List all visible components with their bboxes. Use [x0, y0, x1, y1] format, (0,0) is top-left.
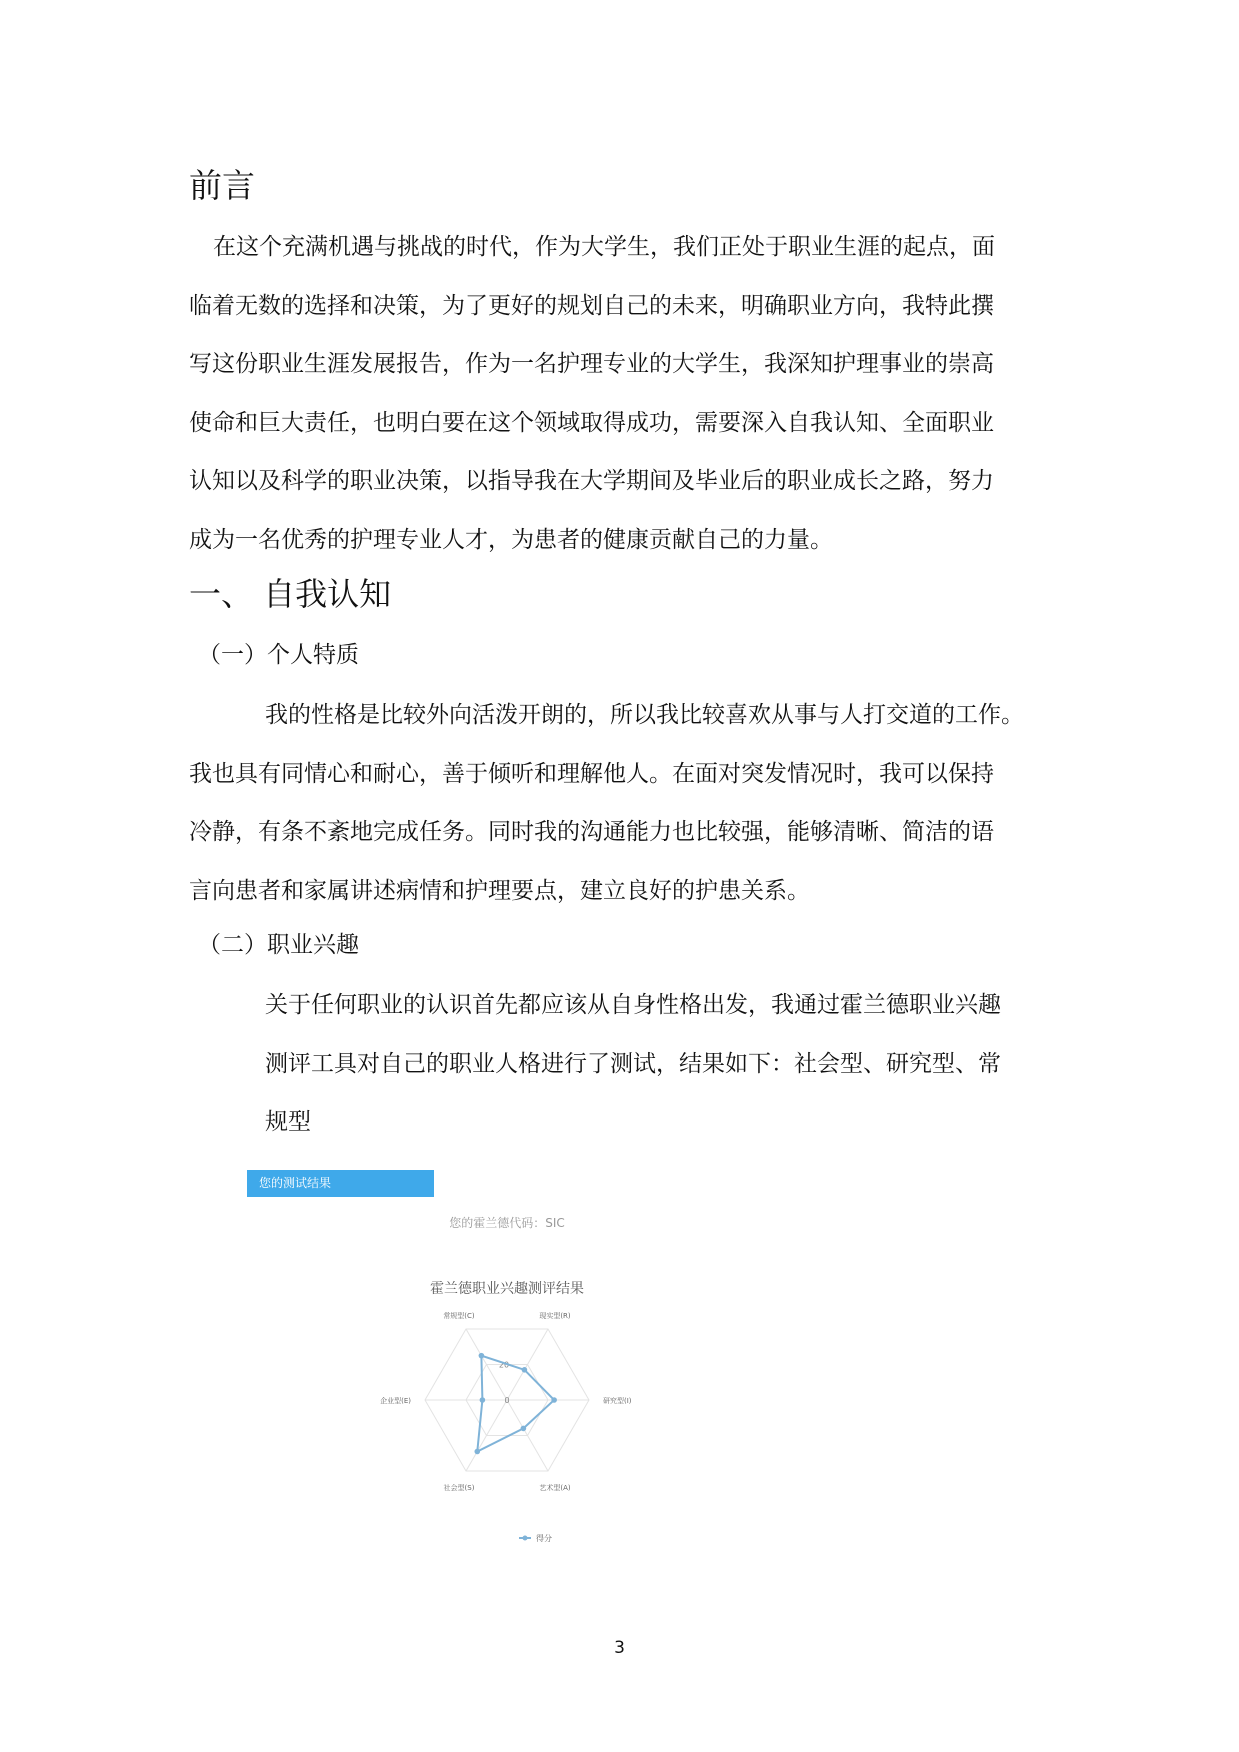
- radar-data-point: [474, 1449, 480, 1455]
- test-result-banner: 您的测试结果: [247, 1170, 434, 1197]
- radar-chart: [247, 1300, 767, 1550]
- text-line: 使命和巨大责任，也明白要在这个领域取得成功，需要深入自我认知、全面职业: [189, 409, 994, 436]
- preface-paragraph: [189, 218, 1059, 569]
- radar-tick-label: 0: [504, 1396, 510, 1405]
- section-heading-self-awareness: 一、 自我认知: [189, 575, 392, 613]
- text-line: 在这个充满机遇与挑战的时代，作为大学生，我们正处于职业生涯的起点，面: [213, 234, 995, 260]
- text-line: 言向患者和家属讲述病情和护理要点，建立良好的护患关系。: [189, 877, 810, 904]
- holland-test-result-figure: [247, 1170, 767, 1550]
- radar-data-point: [521, 1426, 527, 1432]
- text-line: 写这份职业生涯发展报告，作为一名护理专业的大学生，我深知护理事业的崇高: [189, 351, 994, 377]
- radar-axis-label: 常规型(C): [443, 1311, 475, 1320]
- radar-data-point: [480, 1397, 486, 1403]
- radar-axis-label: 现实型(R): [539, 1311, 571, 1320]
- personal-traits-paragraph: [189, 686, 1059, 920]
- radar-tick-label: 20: [498, 1360, 510, 1370]
- subsection-heading-personal-traits: （一）个人特质: [198, 642, 359, 668]
- chart-title: 霍兰德职业兴趣测评结果: [430, 1281, 584, 1297]
- text-line: 认知以及科学的职业决策，以指导我在大学期间及毕业后的职业成长之路，努力: [189, 468, 994, 494]
- text-line: 我也具有同情心和耐心，善于倾听和理解他人。在面对突发情况时，我可以保持: [189, 760, 994, 787]
- text-line: 成为一名优秀的护理专业人才，为患者的健康贡献自己的力量。: [189, 526, 833, 553]
- preface-heading: 前言: [189, 166, 255, 205]
- text-line: 我的性格是比较外向活泼开朗的，所以我比较喜欢从事与人打交道的工作。: [265, 702, 1024, 728]
- subsection-heading-career-interest: （二）职业兴趣: [198, 932, 359, 958]
- radar-data-point: [479, 1353, 485, 1359]
- radar-series-line: [477, 1356, 554, 1452]
- text-line: 冷静，有条不紊地完成任务。同时我的沟通能力也比较强，能够清晰、简洁的语: [189, 819, 994, 845]
- page-number: 3: [614, 1638, 625, 1658]
- radar-axis-label: 研究型(I): [603, 1397, 632, 1405]
- legend-swatch-dot: [523, 1536, 528, 1541]
- radar-data-point: [551, 1397, 557, 1403]
- career-interest-paragraph: [265, 976, 1065, 1152]
- legend-label: 得分: [536, 1534, 552, 1543]
- text-line: 规型: [265, 1109, 311, 1135]
- text-line: 临着无数的选择和决策，为了更好的规划自己的未来，明确职业方向，我特此撰: [189, 292, 994, 319]
- holland-code-text: 您的霍兰德代码：SIC: [449, 1216, 565, 1230]
- radar-axis-label: 社会型(S): [443, 1484, 475, 1493]
- radar-axis-label: 企业型(E): [380, 1397, 411, 1405]
- text-line: 测评工具对自己的职业人格进行了测试，结果如下：社会型、研究型、常: [265, 1050, 1001, 1077]
- radar-axis-label: 艺术型(A): [539, 1484, 571, 1493]
- radar-data-point: [522, 1367, 528, 1373]
- text-line: 关于任何职业的认识首先都应该从自身性格出发，我通过霍兰德职业兴趣: [265, 992, 1001, 1018]
